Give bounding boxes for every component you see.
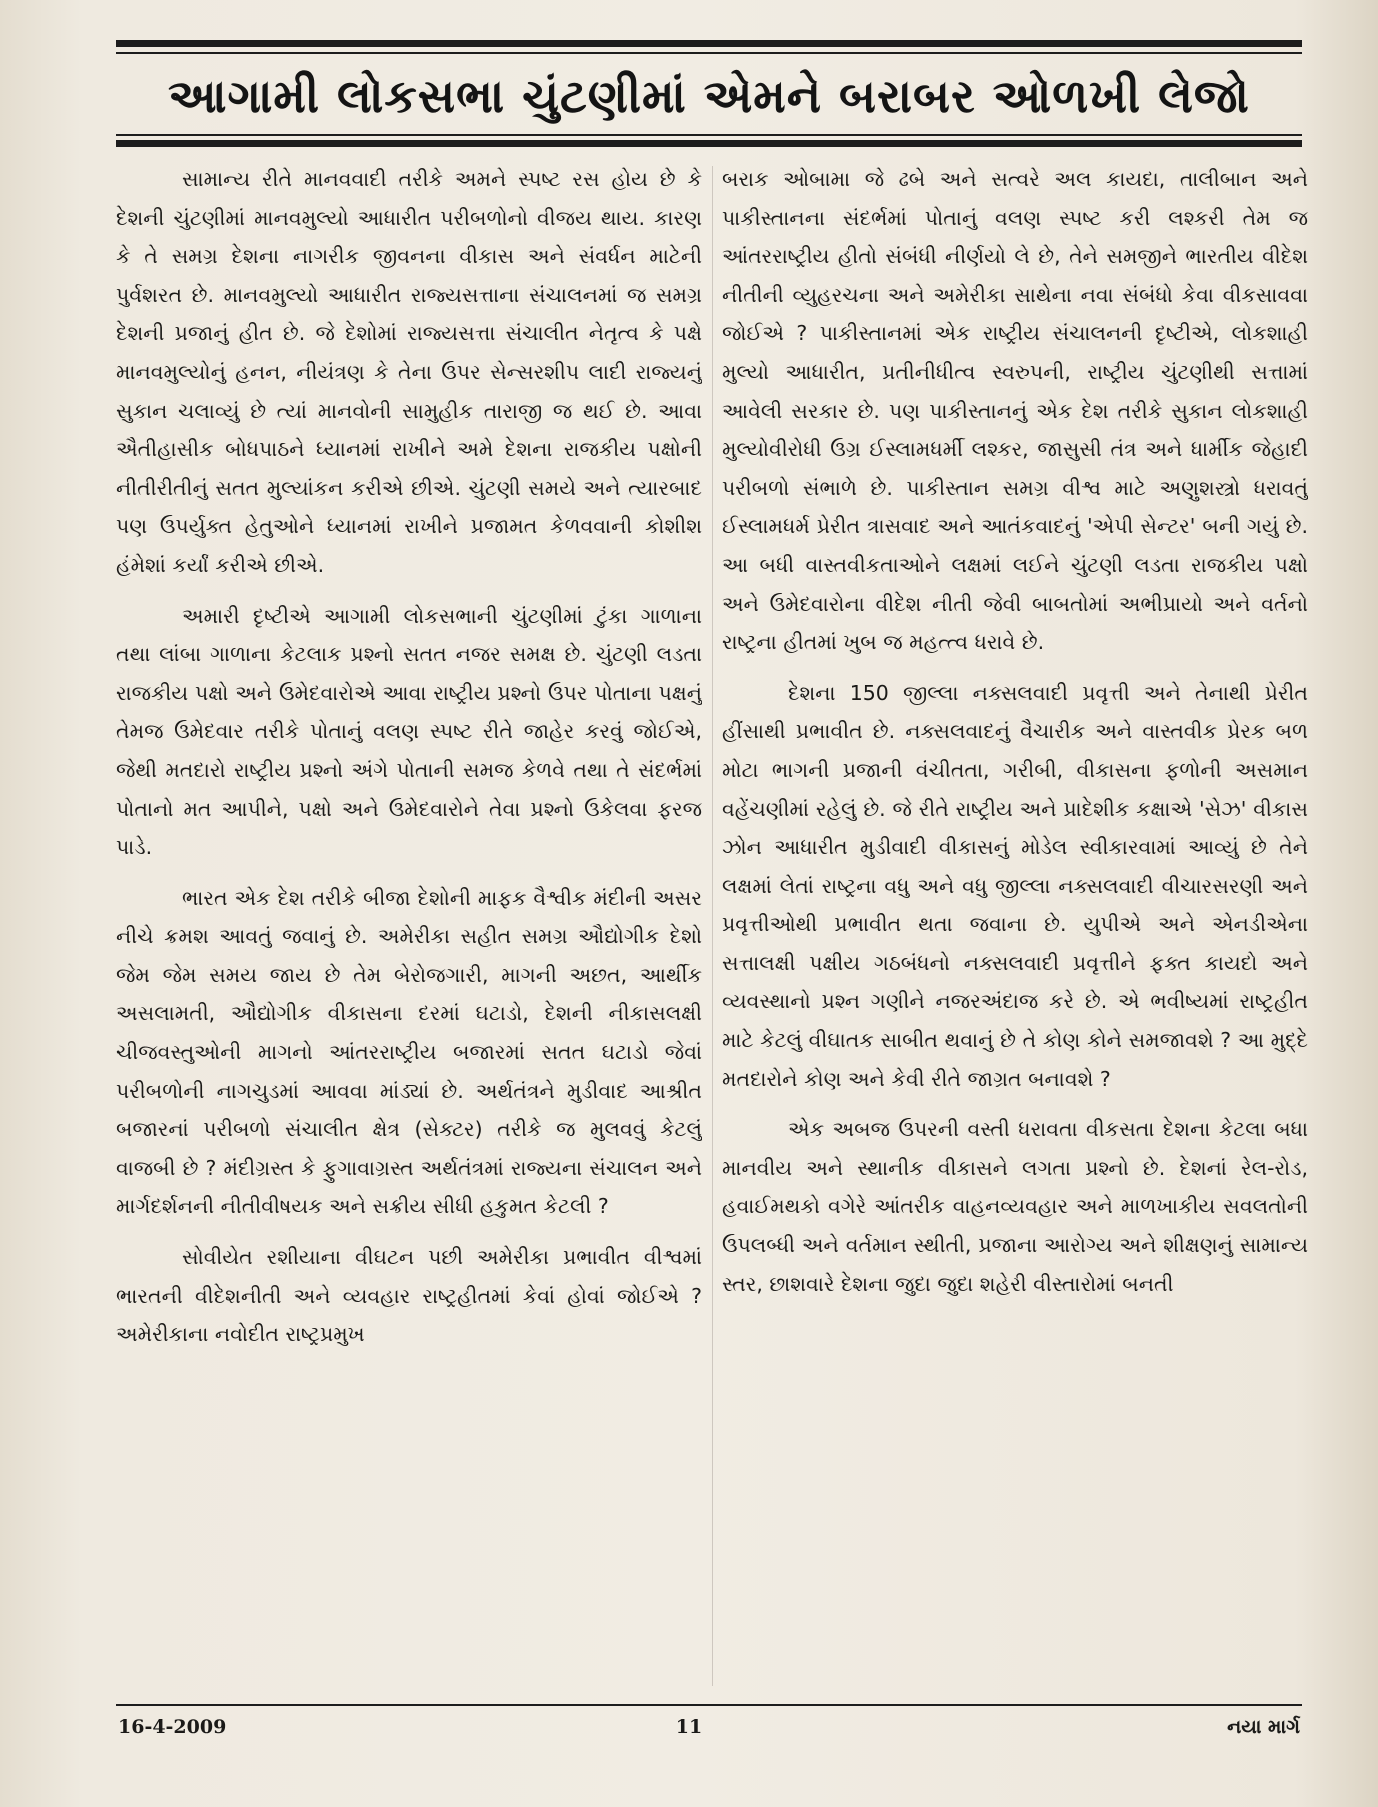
paragraph-continued: બરાક ઓબામા જે ઢબે અને સત્વરે અલ કાયદા, તાલીબાન અને પાકીસ્તાનના સંદર્ભમાં પોતાનું વલણ સ્પષ્ટ કરી લશ્કરી તેમ જ આંતરરાષ્ટ્રીય હીતો સંબંધી નીર્ણયો લે છે, તેને સમજીને ભારતીય વીદેશ નીતીની વ્યુહરચના અને અમેરીકા સાથેના નવા સંબંધો કેવા વીકસાવવા જોઈએ ? પાકીસ્તાનમાં એક રાષ્ટ્રીય સંચાલનની દૃષ્ટીએ, લોકશાહી મુલ્યો આધારીત, પ્રતીનીધીત્વ સ્વરુપની, રાષ્ટ્રીય ચુંટણીથી સત્તામાં આવેલી સરકાર છે. પણ પાકીસ્તાનનું એક દેશ તરીકે સુકાન લોકશાહી મુલ્યોવીરોધી ઉગ્ર ઈસ્લામધર્મી લશ્કર, જાસુસી તંત્ર અને ધાર્મીક જેહાદી પરીબળો સંભાળે છે. પાકીસ્તાન સમગ્ર વીશ્વ માટે અણુશસ્ત્રો ધરાવતું ઈસ્લામધર્મ પ્રેરીત ત્રાસવાદ અને આતંકવાદનું 'એપી સેન્ટર' બની ગયું છે. આ બધી વાસ્તવીકતાઓને લક્ષમાં લઈને ચુંટણી લડતા રાજકીય પક્ષો અને ઉમેદવારોના વીદેશ નીતી જેવી બાબતોમાં અભીપ્રાયો અને વર્તનો રાષ્ટ્રના હીતમાં ખુબ જ મહત્ત્વ ધરાવે છે. bbox=[722, 167, 1308, 655]
top-rule-thick bbox=[116, 40, 1302, 47]
paragraph: ભારત એક દેશ તરીકે બીજા દેશોની માફક વૈશ્વીક મંદીની અસર નીચે ક્રમશ આવતું જવાનું છે. અમેરીકા સહીત સમગ્ર ઔદ્યોગીક દેશો જેમ જેમ સમય જાય છે તેમ બેરોજગારી, માગની અછત, આર્થીક અસલામતી, ઔદ્યોગીક વીકાસના દરમાં ઘટાડો, દેશની નીકાસલક્ષી ચીજવસ્તુઓની માગનો આંતરરાષ્ટ્રીય બજારમાં સતત ઘટાડો જેવાં પરીબળોની નાગચુડમાં આવવા માંડ્યાં છે. અર્થતંત્રને મુડીવાદ આશ્રીત બજારનાં પરીબળો સંચાલીત ક્ષેત્ર (સેક્ટર) તરીકે જ મુલવવું કેટલું વાજબી છે ? મંદીગ્રસ્ત કે ફુગાવાગ્રસ્ત અર્થતંત્રમાં રાજ્યના સંચાલન અને માર્ગદર્શનની નીતીવીષયક અને સક્રીય સીધી હકુમત કેટલી ? bbox=[116, 885, 702, 1219]
paragraph: એક અબજ ઉપરની વસ્તી ધરાવતા વીકસતા દેશના કેટલા બધા માનવીય અને સ્થાનીક વીકાસને લગતા પ્રશ્નો છે. દેશનાં રેલ-રોડ, હવાઈમથકો વગેરે આંતરીક વાહનવ્યવહાર અને માળખાકીય સવલતોની ઉપલબ્ધી અને વર્તમાન સ્થીતી, પ્રજાના આરોગ્ય અને શીક્ષણનું સામાન્ય સ્તર, છાશવારે દેશના જુદા જુદા શહેરી વીસ્તારોમાં બનતી bbox=[722, 1117, 1308, 1296]
paragraph: સોવીયેત રશીયાના વીઘટન પછી અમેરીકા પ્રભાવીત વીશ્વમાં ભારતની વીદેશનીતી અને વ્યવહાર રાષ્ટ્રહીતમાં કેવાં હોવાં જોઈએ ? અમેરીકાના નવોદીત રાષ્ટ્રપ્રમુખ bbox=[116, 1245, 702, 1347]
left-column bbox=[116, 160, 702, 1690]
right-column bbox=[722, 160, 1308, 1690]
paragraph: દેશના 150 જીલ્લા નક્સલવાદી પ્રવૃત્તી અને તેનાથી પ્રેરીત હીંસાથી પ્રભાવીત છે. નક્સલવાદનું વૈચારીક અને વાસ્તવીક પ્રેરક બળ મોટા ભાગની પ્રજાની વંચીતતા, ગરીબી, વીકાસના ફળોની અસમાન વહેંચણીમાં રહેલું છે. જે રીતે રાષ્ટ્રીય અને પ્રાદેશીક કક્ષાએ 'સેઝ' વીકાસ ઝોન આધારીત મુડીવાદી વીકાસનું મોડેલ સ્વીકારવામાં આવ્યું છે તેને લક્ષમાં લેતાં રાષ્ટ્રના વધુ અને વધુ જીલ્લા નક્સલવાદી વીચારસરણી અને પ્રવૃત્તીઓથી પ્રભાવીત થતા જવાના છે. યુપીએ અને એનડીએના સત્તાલક્ષી પક્ષીય ગઠબંધનો નક્સલવાદી પ્રવૃત્તીને ફક્ત કાયદો અને વ્યવસ્થાનો પ્રશ્ન ગણીને નજરઅંદાજ કરે છે. એ ભવીષ્યમાં રાષ્ટ્રહીત માટે કેટલું વીઘાતક સાબીત થવાનું છે તે કોણ કોને સમજાવશે ? આ મુદ્દે મતદારોને કોણ અને કેવી રીતે જાગ્રત બનાવશે ? bbox=[722, 680, 1308, 1091]
page-number: 11 bbox=[675, 1716, 703, 1738]
title-rule-thick bbox=[116, 140, 1302, 147]
magazine-name: નયા માર્ગ bbox=[1227, 1716, 1300, 1738]
article-title: આગામી લોકસભા ચુંટણીમાં એમને બરાબર ઓળખી લેજો bbox=[168, 69, 1250, 123]
title-rule-thin bbox=[116, 134, 1302, 136]
issue-date: 16-4-2009 bbox=[118, 1716, 227, 1738]
paragraph: સામાન્ય રીતે માનવવાદી તરીકે અમને સ્પષ્ટ રસ હોય છે કે દેશની ચુંટણીમાં માનવમુલ્યો આધારીત પરીબળોનો વીજય થાય. કારણ કે તે સમગ્ર દેશના નાગરીક જીવનના વીકાસ અને સંવર્ધન માટેની પુર્વશરત છે. માનવમુલ્યો આધારીત રાજ્યસત્તાના સંચાલનમાં જ સમગ્ર દેશની પ્રજાનું હીત છે. જે દેશોમાં રાજ્યસત્તા સંચાલીત નેતૃત્વ કે પક્ષે માનવમુલ્યોનું હનન, નીયંત્રણ કે તેના ઉપર સેન્સરશીપ લાદી રાજ્યનું સુકાન ચલાવ્યું છે ત્યાં માનવોની સામુહીક તારાજી જ થઈ છે. આવા ઐતીહાસીક બોધપાઠને ધ્યાનમાં રાખીને અમે દેશના રાજકીય પક્ષોની નીતીરીતીનું સતત મુલ્યાંકન કરીએ છીએ. ચુંટણી સમયે અને ત્યારબાદ પણ ઉપર્યુક્ત હેતુઓને ધ્યાનમાં રાખીને પ્રજામત કેળવવાની કોશીશ હંમેશાં કર્યાં કરીએ છીએ. bbox=[116, 167, 702, 577]
top-rule-thin bbox=[116, 52, 1302, 54]
column-divider bbox=[712, 166, 713, 1686]
paragraph: અમારી દૃષ્ટીએ આગામી લોકસભાની ચુંટણીમાં ટુંકા ગાળાના તથા લાંબા ગાળાના કેટલાક પ્રશ્નો સતત નજર સમક્ષ છે. ચુંટણી લડતા રાજકીય પક્ષો અને ઉમેદવારોએ આવા રાષ્ટ્રીય પ્રશ્નો ઉપર પોતાના પક્ષનું તેમજ ઉમેદવાર તરીકે પોતાનું વલણ સ્પષ્ટ રીતે જાહેર કરવું જોઈએ, જેથી મતદારો રાષ્ટ્રીય પ્રશ્નો અંગે પોતાની સમજ કેળવે તથા તે સંદર્ભમાં પોતાનો મત આપીને, પક્ષો અને ઉમેદવારોને તેવા પ્રશ્નો ઉકેલવા ફરજ પાડે. bbox=[116, 603, 702, 860]
footer-rule bbox=[116, 1704, 1302, 1706]
